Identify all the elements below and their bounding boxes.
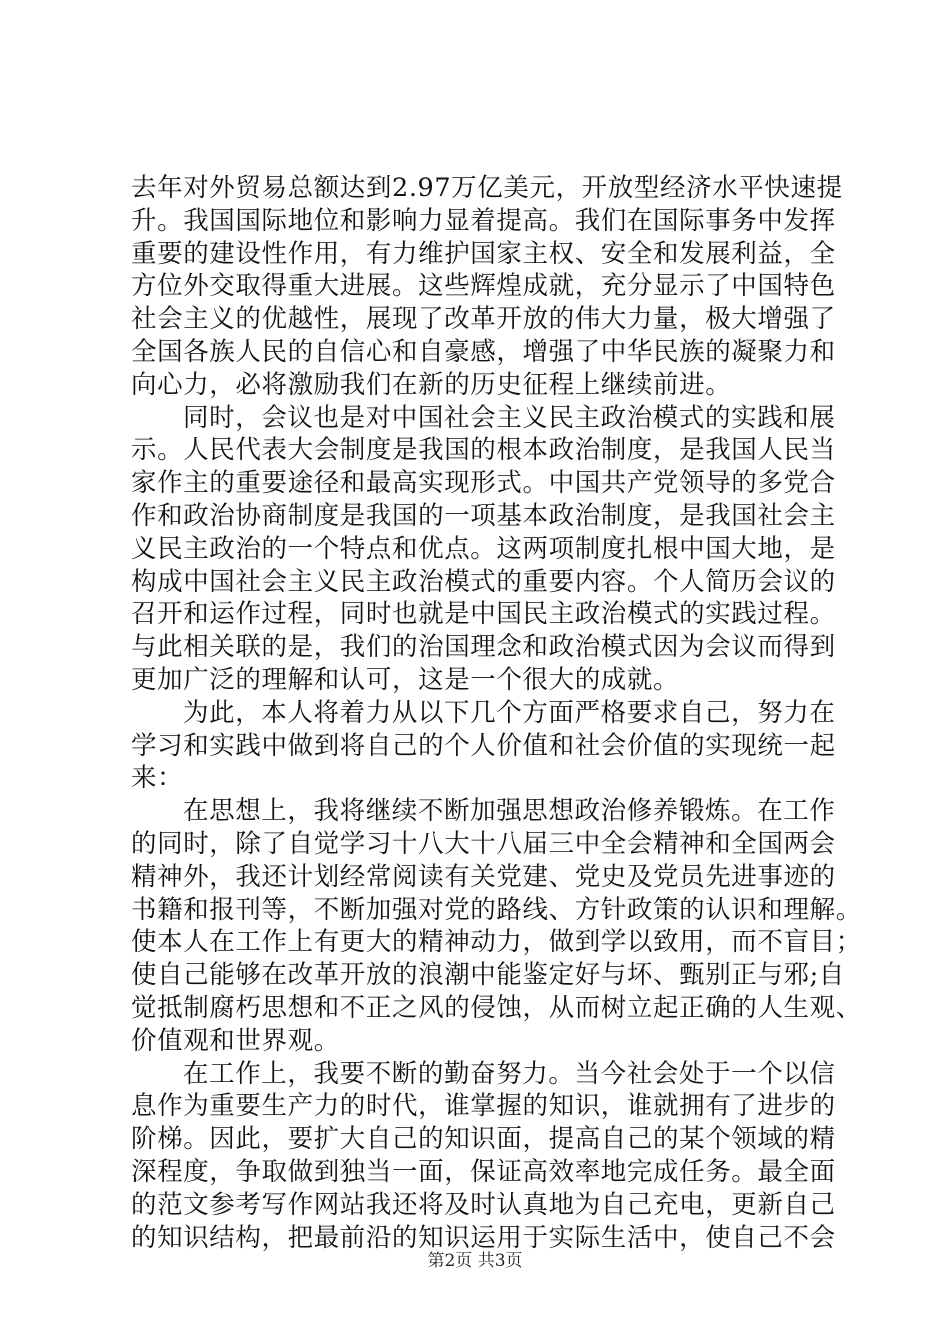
text-line: 向心力，必将激励我们在新的历史征程上继续前进。 [131, 369, 732, 400]
text-line: 重要的建设性作用，有力维护国家主权、安全和发展利益，全 [131, 238, 836, 269]
text-line: 使本人在工作上有更大的精神动力，做到学以致用，而不盲目； [131, 927, 862, 958]
text-line: 升。我国国际地位和影响力显着提高。我们在国际事务中发挥 [131, 205, 836, 236]
text-line: 构成中国社会主义民主政治模式的重要内容。个人简历会议的 [131, 566, 836, 597]
text-line: 为此，本人将着力从以下几个方面严格要求自己，努力在 [183, 697, 836, 728]
text-line: 来： [131, 763, 184, 794]
text-line: 与此相关联的是，我们的治国理念和政治模式因为会议而得到 [131, 632, 836, 663]
text-line: 的范文参考写作网站我还将及时认真地为自己充电，更新自己 [131, 1189, 836, 1220]
text-line: 方位外交取得重大进展。这些辉煌成就，充分显示了中国特色 [131, 271, 836, 302]
text-line: 书籍和报刊等，不断加强对党的路线、方针政策的认识和理解。 [131, 894, 862, 925]
page-footer: 第2页 共3页 [427, 1251, 523, 1271]
text-line: 在工作上，我要不断的勤奋努力。当今社会处于一个以信 [183, 1058, 836, 1089]
text-line: 家作主的重要途径和最高实现形式。中国共产党领导的多党合 [131, 468, 836, 499]
text-line: 觉抵制腐朽思想和不正之风的侵蚀，从而树立起正确的人生观、 [131, 992, 862, 1023]
text-line: 深程度，争取做到独当一面，保证高效率地完成任务。最全面 [131, 1156, 836, 1187]
text-line: 在思想上，我将继续不断加强思想政治修养锻炼。在工作 [183, 796, 836, 827]
text-line: 价值观和世界观。 [131, 1025, 340, 1056]
text-line: 精神外，我还计划经常阅读有关党建、党史及党员先进事迹的 [131, 861, 836, 892]
text-line: 息作为重要生产力的时代，谁掌握的知识，谁就拥有了进步的 [131, 1091, 836, 1122]
text-line: 全国各族人民的自信心和自豪感，增强了中华民族的凝聚力和 [131, 336, 836, 367]
text-line: 阶梯。因此，要扩大自己的知识面，提高自己的某个领域的精 [131, 1124, 836, 1155]
text-line: 的同时，除了自觉学习十八大十八届三中全会精神和全国两会 [131, 828, 836, 859]
text-line: 义民主政治的一个特点和优点。这两项制度扎根中国大地，是 [131, 533, 836, 564]
text-line: 召开和运作过程，同时也就是中国民主政治模式的实践过程。 [131, 599, 836, 630]
text-line: 去年对外贸易总额达到2.97万亿美元，开放型经济水平快速提 [131, 173, 843, 203]
text-line: 更加广泛的理解和认可，这是一个很大的成就。 [131, 664, 680, 695]
text-line: 的知识结构，把最前沿的知识运用于实际生活中，使自己不会 [131, 1222, 836, 1253]
text-line: 作和政治协商制度是我国的一项基本政治制度，是我国社会主 [131, 500, 836, 531]
text-line: 同时，会议也是对中国社会主义民主政治模式的实践和展 [183, 402, 836, 433]
text-line: 社会主义的优越性，展现了改革开放的伟大力量，极大增强了 [131, 304, 836, 335]
text-line: 示。人民代表大会制度是我国的根本政治制度，是我国人民当 [131, 435, 836, 466]
text-line: 学习和实践中做到将自己的个人价值和社会价值的实现统一起 [131, 730, 836, 761]
text-line: 使自己能够在改革开放的浪潮中能鉴定好与坏、甄别正与邪;自 [131, 960, 845, 991]
document-body [131, 172, 862, 1254]
